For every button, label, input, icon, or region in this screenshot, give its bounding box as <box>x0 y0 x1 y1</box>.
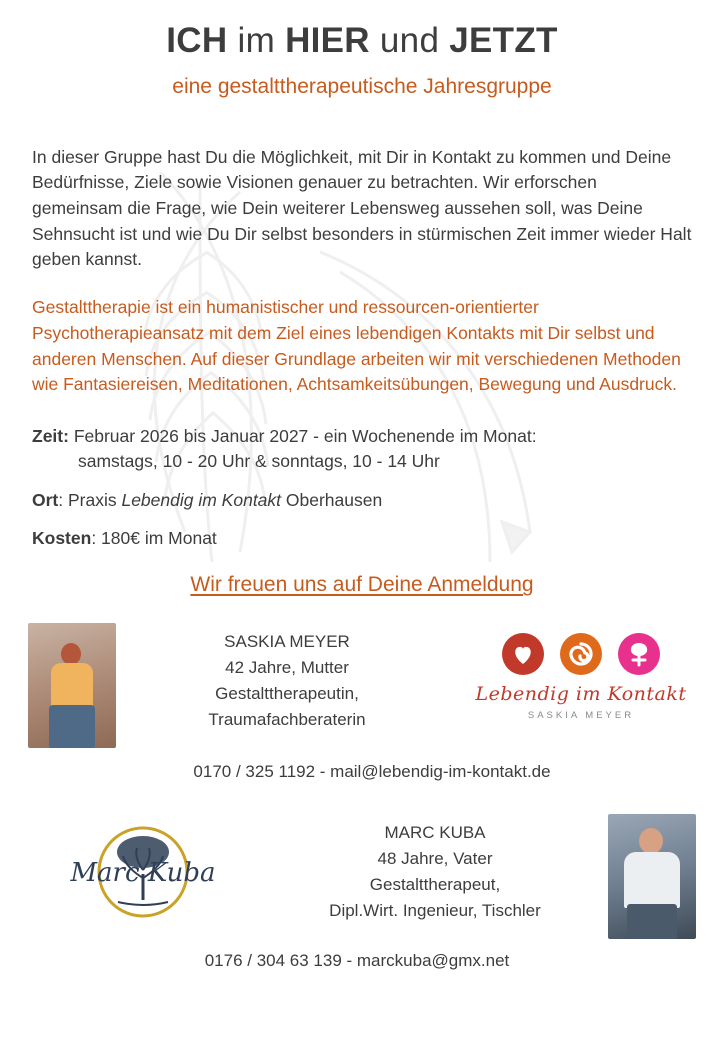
contact-marc[interactable]: 0176 / 304 63 139 - marckuba@gmx.net <box>204 951 510 971</box>
page-title <box>28 22 696 61</box>
detail-ort-practice-name: Lebendig im Kontakt <box>121 489 282 510</box>
portrait-head-shape <box>639 828 663 854</box>
detail-ort-value-pre: : Praxis <box>58 489 122 510</box>
logo-lik-subline: SASKIA MEYER <box>527 710 635 722</box>
portrait-head-shape <box>61 643 81 665</box>
call-to-action[interactable]: Wir freuen uns auf Deine Anmeldung <box>190 573 534 597</box>
person-block-marc <box>28 814 696 939</box>
person-marc-line2: 48 Jahre, Vater <box>377 849 493 869</box>
person-saskia-line4: Traumafachberaterin <box>208 709 366 729</box>
logo-lik-wordmark: Lebendig im Kontakt <box>475 683 687 706</box>
method-paragraph: Gestalttherapie ist ein humanistischer und ressourcen-orientierter Psychotherapieansatz mit dem Ziel eines lebendigen Kontakts mit Dir selbst und anderen Menschen. Auf dieser Grundlage arbeiten wir mit verschiedenen Methoden wie Fantasiereisen, Meditationen, Achtsamkeitsübungen, Bewegung und Ausdruck. <box>32 297 681 395</box>
title-word-hier: HIER <box>285 21 370 60</box>
contact-saskia[interactable]: 0170 / 325 1192 - mail@lebendig-im-kontakt.de <box>193 762 551 782</box>
person-block-saskia <box>28 623 696 748</box>
portrait-marc-photo <box>608 814 696 939</box>
title-word-im: im <box>237 21 276 60</box>
person-saskia-text <box>116 623 466 732</box>
logo-lik-marks <box>500 631 662 677</box>
detail-zeit-value: Februar 2026 bis Januar 2027 - ein Wochenende im Monat: <box>73 425 537 446</box>
portrait-saskia-photo <box>28 623 116 748</box>
spiral-icon <box>558 631 604 677</box>
intro-paragraph: In dieser Gruppe hast Du die Möglichkeit, mit Dir in Kontakt zu kommen und Deine Bedürfnisse, Ziele sowie Visionen genauer zu betrachten. Wir erforschen gemeinsam die Frage, wie Dein weiterer Lebensweg aussehen soll, was Deine Sehnsucht ist und wie Du Dir selbst besonders in stürmischen Zeit immer wieder Halt geben kannst. <box>32 146 692 270</box>
flyer-page <box>0 22 724 1046</box>
person-marc-text <box>258 814 608 923</box>
person-marc-line3: Gestalttherapeut, <box>369 875 501 895</box>
title-word-jetzt: JETZT <box>449 21 558 60</box>
person-symbol-icon <box>616 631 662 677</box>
person-saskia-line2: 42 Jahre, Mutter <box>225 658 349 678</box>
detail-ort-value-post: Oberhausen <box>281 489 383 510</box>
detail-ort <box>32 488 696 513</box>
portrait-legs-shape <box>49 705 95 748</box>
logo-marc-wordmark: Marc Kuba <box>70 858 216 889</box>
title-word-und: und <box>379 21 440 60</box>
portrait-body-shape <box>51 663 93 711</box>
detail-kosten-label: Kosten <box>32 528 92 549</box>
heart-swirl-icon <box>500 631 546 677</box>
detail-zeit-label: Zeit: <box>32 425 69 446</box>
detail-ort-label: Ort <box>32 489 59 510</box>
detail-kosten <box>32 526 696 551</box>
page-subtitle: eine gestalttherapeutische Jahresgruppe <box>172 74 552 98</box>
details-block <box>28 424 696 552</box>
logo-lebendig-im-kontakt <box>466 623 696 721</box>
portrait-body-shape <box>624 852 680 908</box>
detail-zeit <box>32 424 696 475</box>
title-word-ich: ICH <box>166 21 228 60</box>
detail-kosten-value: : 180€ im Monat <box>91 528 217 549</box>
portrait-legs-shape <box>627 904 677 939</box>
detail-zeit-value-2: samstags, 10 - 20 Uhr & sonntags, 10 - 14 Uhr <box>78 451 440 472</box>
person-marc-line4: Dipl.Wirt. Ingenieur, Tischler <box>329 900 541 920</box>
person-saskia-line3: Gestalttherapeutin, <box>215 684 359 704</box>
person-saskia-name: SASKIA MEYER <box>224 632 350 652</box>
person-marc-name: MARC KUBA <box>384 823 486 843</box>
logo-marc-kuba <box>28 814 258 922</box>
